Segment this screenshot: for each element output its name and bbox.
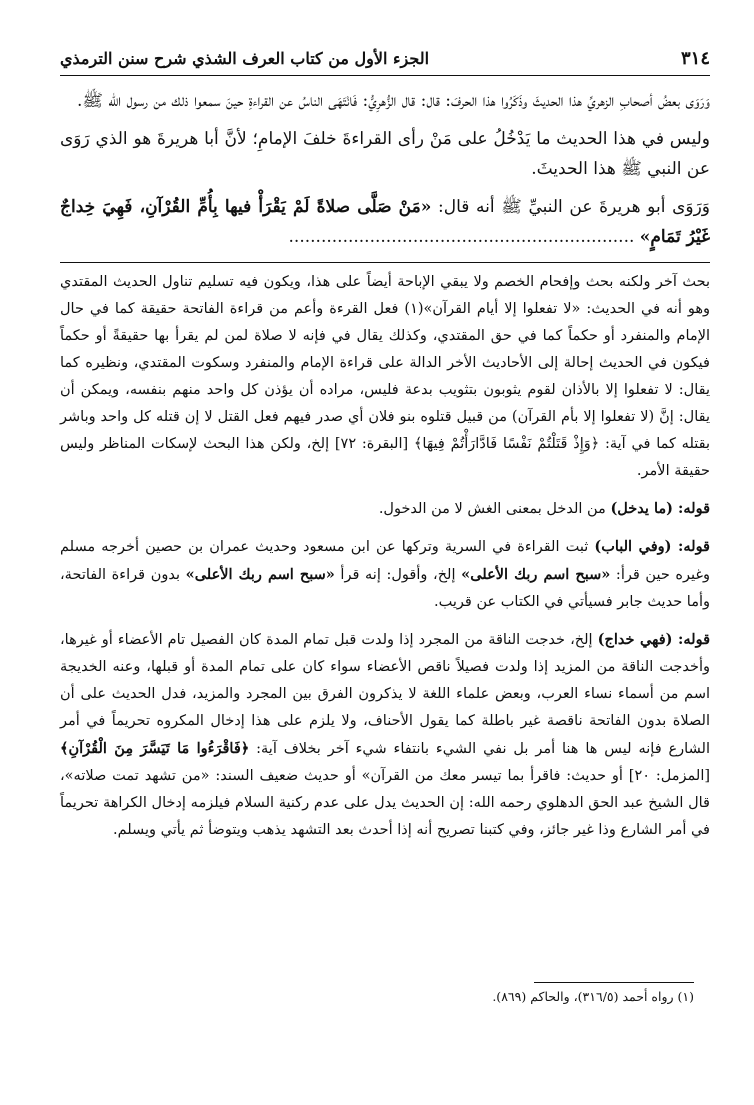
- commentary-label: قوله: (ما يدخل): [610, 500, 710, 517]
- commentary-text: بدون قراءة الفاتحة، وأما حديث جابر فسيأتي في الكتاب عن قريب.: [60, 567, 710, 610]
- hadith-quote: «مَنْ صَلَّى صلاةً لَمْ يَقْرَأْ فيها بِأُمِّ القُرْآنِ، فَهِيَ خِداجٌ غَيْرُ تَمَامٍ»: [60, 197, 710, 247]
- quoted-surah: «سبح اسم ربك الأعلى»: [461, 566, 611, 583]
- running-title: الجزء الأول من كتاب العرف الشذي شرح سنن الترمذي: [60, 49, 430, 68]
- commentary-text: ثبت القراءة في السرية وتركها عن ابن مسعود وحديث عمران بن حصين أخرجه مسلم وغيره حين قرأ:: [60, 539, 710, 583]
- running-header: [60, 48, 710, 76]
- hadith-intro: وَرَوَى أبو هريرةَ عن النبيِّ ﷺ أنه قال:: [431, 197, 711, 217]
- section-divider: [60, 262, 710, 263]
- commentary-text: من الدخل بمعنى الغش لا من الدخول.: [378, 501, 611, 517]
- quoted-surah: «سبح اسم ربك الأعلى»: [185, 566, 335, 583]
- main-paragraph-2: وليس في هذا الحديث ما يَدْخُلُ على مَنْ رأى القراءةَ خلفَ الإمامِ؛ لأنَّ أبا هريرةَ هو الذي رَوَى عن النبي ﷺ هذا الحديثَ.: [60, 129, 710, 179]
- commentary-paragraph-3: [60, 533, 710, 616]
- page-number: ٣١٤: [680, 48, 710, 69]
- footnote-text: (١) رواه أحمد (٣١٦/٥)، والحاكم (٨٦٩).: [492, 989, 694, 1004]
- commentary-paragraph-1: بحث آخر ولكنه بحث وإفحام الخصم ولا يبقي الإباحة أيضاً على هذا، ويكون فيه تسليم تناول الحديث المقتدي وهو أنه في الحديث: «لا تفعلوا إلا أيام القرآن»(١) فعل القرءة وأعم من قراءة الفاتحة حقيقة كما في حال الإمام والمنفرد أو حكماً كما في حق المقتدي، وكذلك يقال في فإنه لا صلاة لمن لم يقرأ بها حقيقةً أو حكماً فيكون في الحديث إحالة إلى الأحاديث الأخر الدالة على قراءة الإمام والمنفرد وسكوت المقتدي، ونظيره كما يقال: لا تفعلوا إلا بالأذان لقوم يثوبون بتثويب بدعة فليس، مراده أن يؤذن كل واحد منهم بنفسه، ويمكن أن يقال: إنَّ (لا تفعلوا إلا بأم القرآن) من قبيل قتلوه بنو فلان أي صدر فيهم فعل القتل لا إن قتله كل واحد وباشر بقتله كما في آية: ﴿وَإِذْ قَتَلْتُمْ نَفْسًا فَادَّارَأْتُمْ فِيهَا﴾ [البقرة: ٧٢] إلخ، ولكن هذا البحث لإسكات المناظر وليس حقيقة الأمر.: [60, 274, 710, 479]
- main-paragraph-1: وَرَوَى بعضُ أصحابِ الزهريِّ هذا الحديثَ وذَكَرُوا هذا الحرفَ: قال: قال الزُّهرِيُّ: فَانْتَهَى الناسُ عن القراءةِ حينَ سمعوا ذلك من رسول الله ﷺ.: [77, 91, 710, 111]
- commentary-label: قوله: (وفي الباب): [594, 538, 710, 555]
- commentary-paragraph-2: [60, 495, 710, 523]
- book-page: [60, 48, 710, 854]
- commentary-label: قوله: (فهي خداج): [597, 631, 710, 648]
- commentary-text: [المزمل: ٢٠] أو حديث: فاقرأ بما تيسر معك من القرآن» أو حديث ضعيف السند: «من تشهد تمت صلاته»، قال الشيخ عبد الحق الدهلوي رحمه الله: إن الحديث يدل على عدم ركنية السلام فيلزمه إدخال الكراهة تحريماً في أمر الشارع وذا غير جائز، وفي كتبنا تصريح أنه إذا أحدث بعد التشهد يذهب ويتوضأ ثم يأتي ويسلم.: [60, 768, 711, 838]
- footnote-area: [44, 982, 694, 1004]
- commentary-text: إلخ، خدجت الناقة من المجرد إذا ولدت قبل تمام المدة كان الفصيل تام الأعضاء أو غيرها، وأخدجت الناقة من المزيد إذا ولدت فصيلاً ناقص الأعضاء سواء كان على تمام المدة أو قبلها، وعنه الخديجة اسم من أسماء نساء العرب، وبعض علماء اللغة لا يذكرون الفرق بين المجرد والمزيد، فدل الحديث على أن الصلاة بدون الفاتحة ناقصة غير باطلة كما يقول الأحناف، ولا يلزم على هذا إدخال المكروه تحريماً في أمر الشارع فإنه ليس ها هنا أمر بل نفي الشيء بانتفاء شيء آخر بخلاف آية:: [60, 632, 710, 757]
- main-paragraph-3: [60, 192, 710, 252]
- footnote-rule: [534, 982, 694, 983]
- commentary-section: [60, 269, 710, 844]
- commentary-text: إلخ، وأقول: إنه قرأ: [334, 567, 462, 583]
- main-text: [60, 86, 710, 252]
- ellipsis-dots: ................................................................: [288, 227, 635, 247]
- commentary-paragraph-4: [60, 626, 710, 844]
- quran-verse: ﴿فَاقْرَءُوا مَا تَيَسَّرَ مِنَ الْقُرْآنِ﴾: [60, 740, 250, 757]
